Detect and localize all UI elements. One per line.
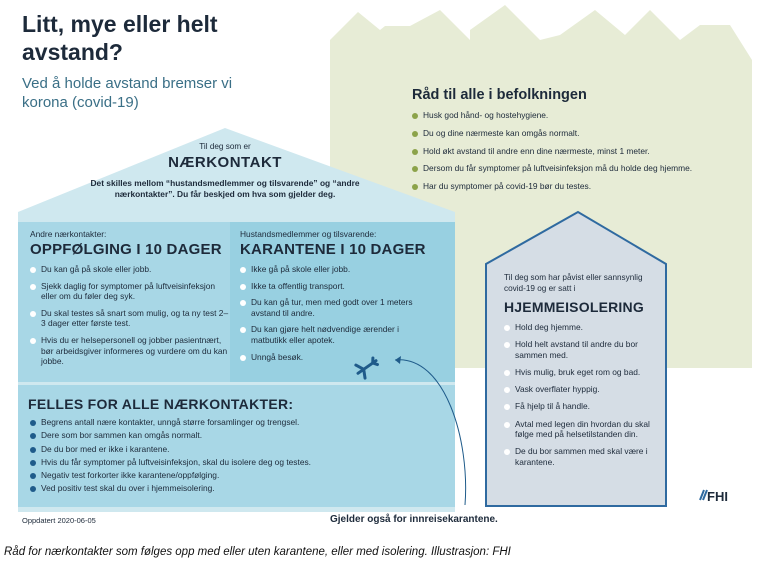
fhi-mark-icon <box>700 490 707 500</box>
hustand-list <box>240 264 430 368</box>
list-item: Ikke gå på skole eller jobb. <box>240 264 430 275</box>
list-item: Du og dine nærmeste kan omgås normalt. <box>412 128 742 139</box>
list-item: Sjekk daglig for symptomer på luftveisinfeksjon eller om du føler deg syk. <box>30 281 230 302</box>
isolering-intro: Til deg som har påvist eller sannsynlig covid-19 og er satt i <box>504 273 643 293</box>
list-item: Begrens antall nære kontakter, unngå større forsamlinger og trengsel. <box>30 417 430 428</box>
updated-date: Oppdatert 2020-06-05 <box>22 516 96 525</box>
image-caption: Råd for nærkontakter som følges opp med eller uten karantene, eller med isolering. Illustrasjon: FHI <box>4 546 511 558</box>
list-item: Vask overflater hyppig. <box>504 384 662 395</box>
list-item: Hvis du får symptomer på luftveisinfeksjon, skal du isolere deg og testes. <box>30 457 430 468</box>
list-item: Du kan gå på skole eller jobb. <box>30 264 230 275</box>
list-item: Hvis du er helsepersonell og jobber pasientnært, bør arbeidsgiver informeres og vurdere om du kan jobbe. <box>30 335 230 367</box>
fhi-logo: FHI <box>707 489 728 504</box>
naerkontakt-description: Det skilles mellom “hustandsmedlemmer og tilsvarende” og “andre nærkontakter”. Du får beskjed om hva som gjelder deg. <box>90 178 360 199</box>
list-item: Avtal med legen din hvordan du skal følge med på helsetilstanden din. <box>504 419 662 440</box>
page-title: Litt, mye eller helt avstand? <box>22 11 218 65</box>
hustand-intro: Hustandsmedlemmer og tilsvarende: <box>240 229 377 239</box>
list-item: Husk god hånd- og hostehygiene. <box>412 110 742 121</box>
list-item: Få hjelp til å handle. <box>504 401 662 412</box>
list-item: Du skal testes så snart som mulig, og ta ny test 2–3 dager etter første test. <box>30 308 230 329</box>
andre-list <box>30 264 230 373</box>
hustand-heading: KARANTENE I 10 DAGER <box>240 241 426 258</box>
isolering-heading: HJEMMEISOLERING <box>504 299 644 315</box>
list-item: Du kan gå tur, men med godt over 1 meters avstand til andre. <box>240 297 430 318</box>
list-item: Dere som bor sammen kan omgås normalt. <box>30 430 430 441</box>
isolering-list <box>504 322 662 474</box>
list-item: Negativ test forkorter ikke karantene/oppfølging. <box>30 470 430 481</box>
list-item: Hold økt avstand til andre enn dine nærmeste, minst 1 meter. <box>412 146 742 157</box>
felles-heading: FELLES FOR ALLE NÆRKONTAKTER: <box>28 396 294 412</box>
andre-intro: Andre nærkontakter: <box>30 229 107 239</box>
rad-alle-heading: Råd til alle i befolkningen <box>412 87 587 103</box>
rad-alle-list <box>412 110 742 199</box>
andre-heading: OPPFØLGING I 10 DAGER <box>30 241 222 258</box>
list-item: Unngå besøk. <box>240 352 430 363</box>
list-item: Dersom du får symptomer på luftveisinfeksjon må du holde deg hjemme. <box>412 163 742 174</box>
page-subtitle: Ved å holde avstand bremser vi korona (covid-19) <box>22 75 233 111</box>
list-item: Ved positiv test skal du over i hjemmeisolering. <box>30 483 430 494</box>
list-item: Ikke ta offentlig transport. <box>240 281 430 292</box>
list-item: De du bor sammen med skal være i karantene. <box>504 446 662 467</box>
list-item: Hold helt avstand til andre du bor sammen med. <box>504 339 662 360</box>
list-item: Hvis mulig, bruk eget rom og bad. <box>504 367 662 378</box>
list-item: Hold deg hjemme. <box>504 322 662 333</box>
felles-list <box>30 417 430 497</box>
list-item: De du bor med er ikke i karantene. <box>30 444 430 455</box>
list-item: Du kan gjøre helt nødvendige ærender i matbutikk eller apotek. <box>240 324 430 345</box>
list-item: Har du symptomer på covid-19 bør du testes. <box>412 181 742 192</box>
naerkontakt-heading: NÆRKONTAKT <box>168 154 282 171</box>
naerkontakt-intro: Til deg som er <box>199 142 251 151</box>
innreise-note: Gjelder også for innreisekarantene. <box>330 514 498 525</box>
